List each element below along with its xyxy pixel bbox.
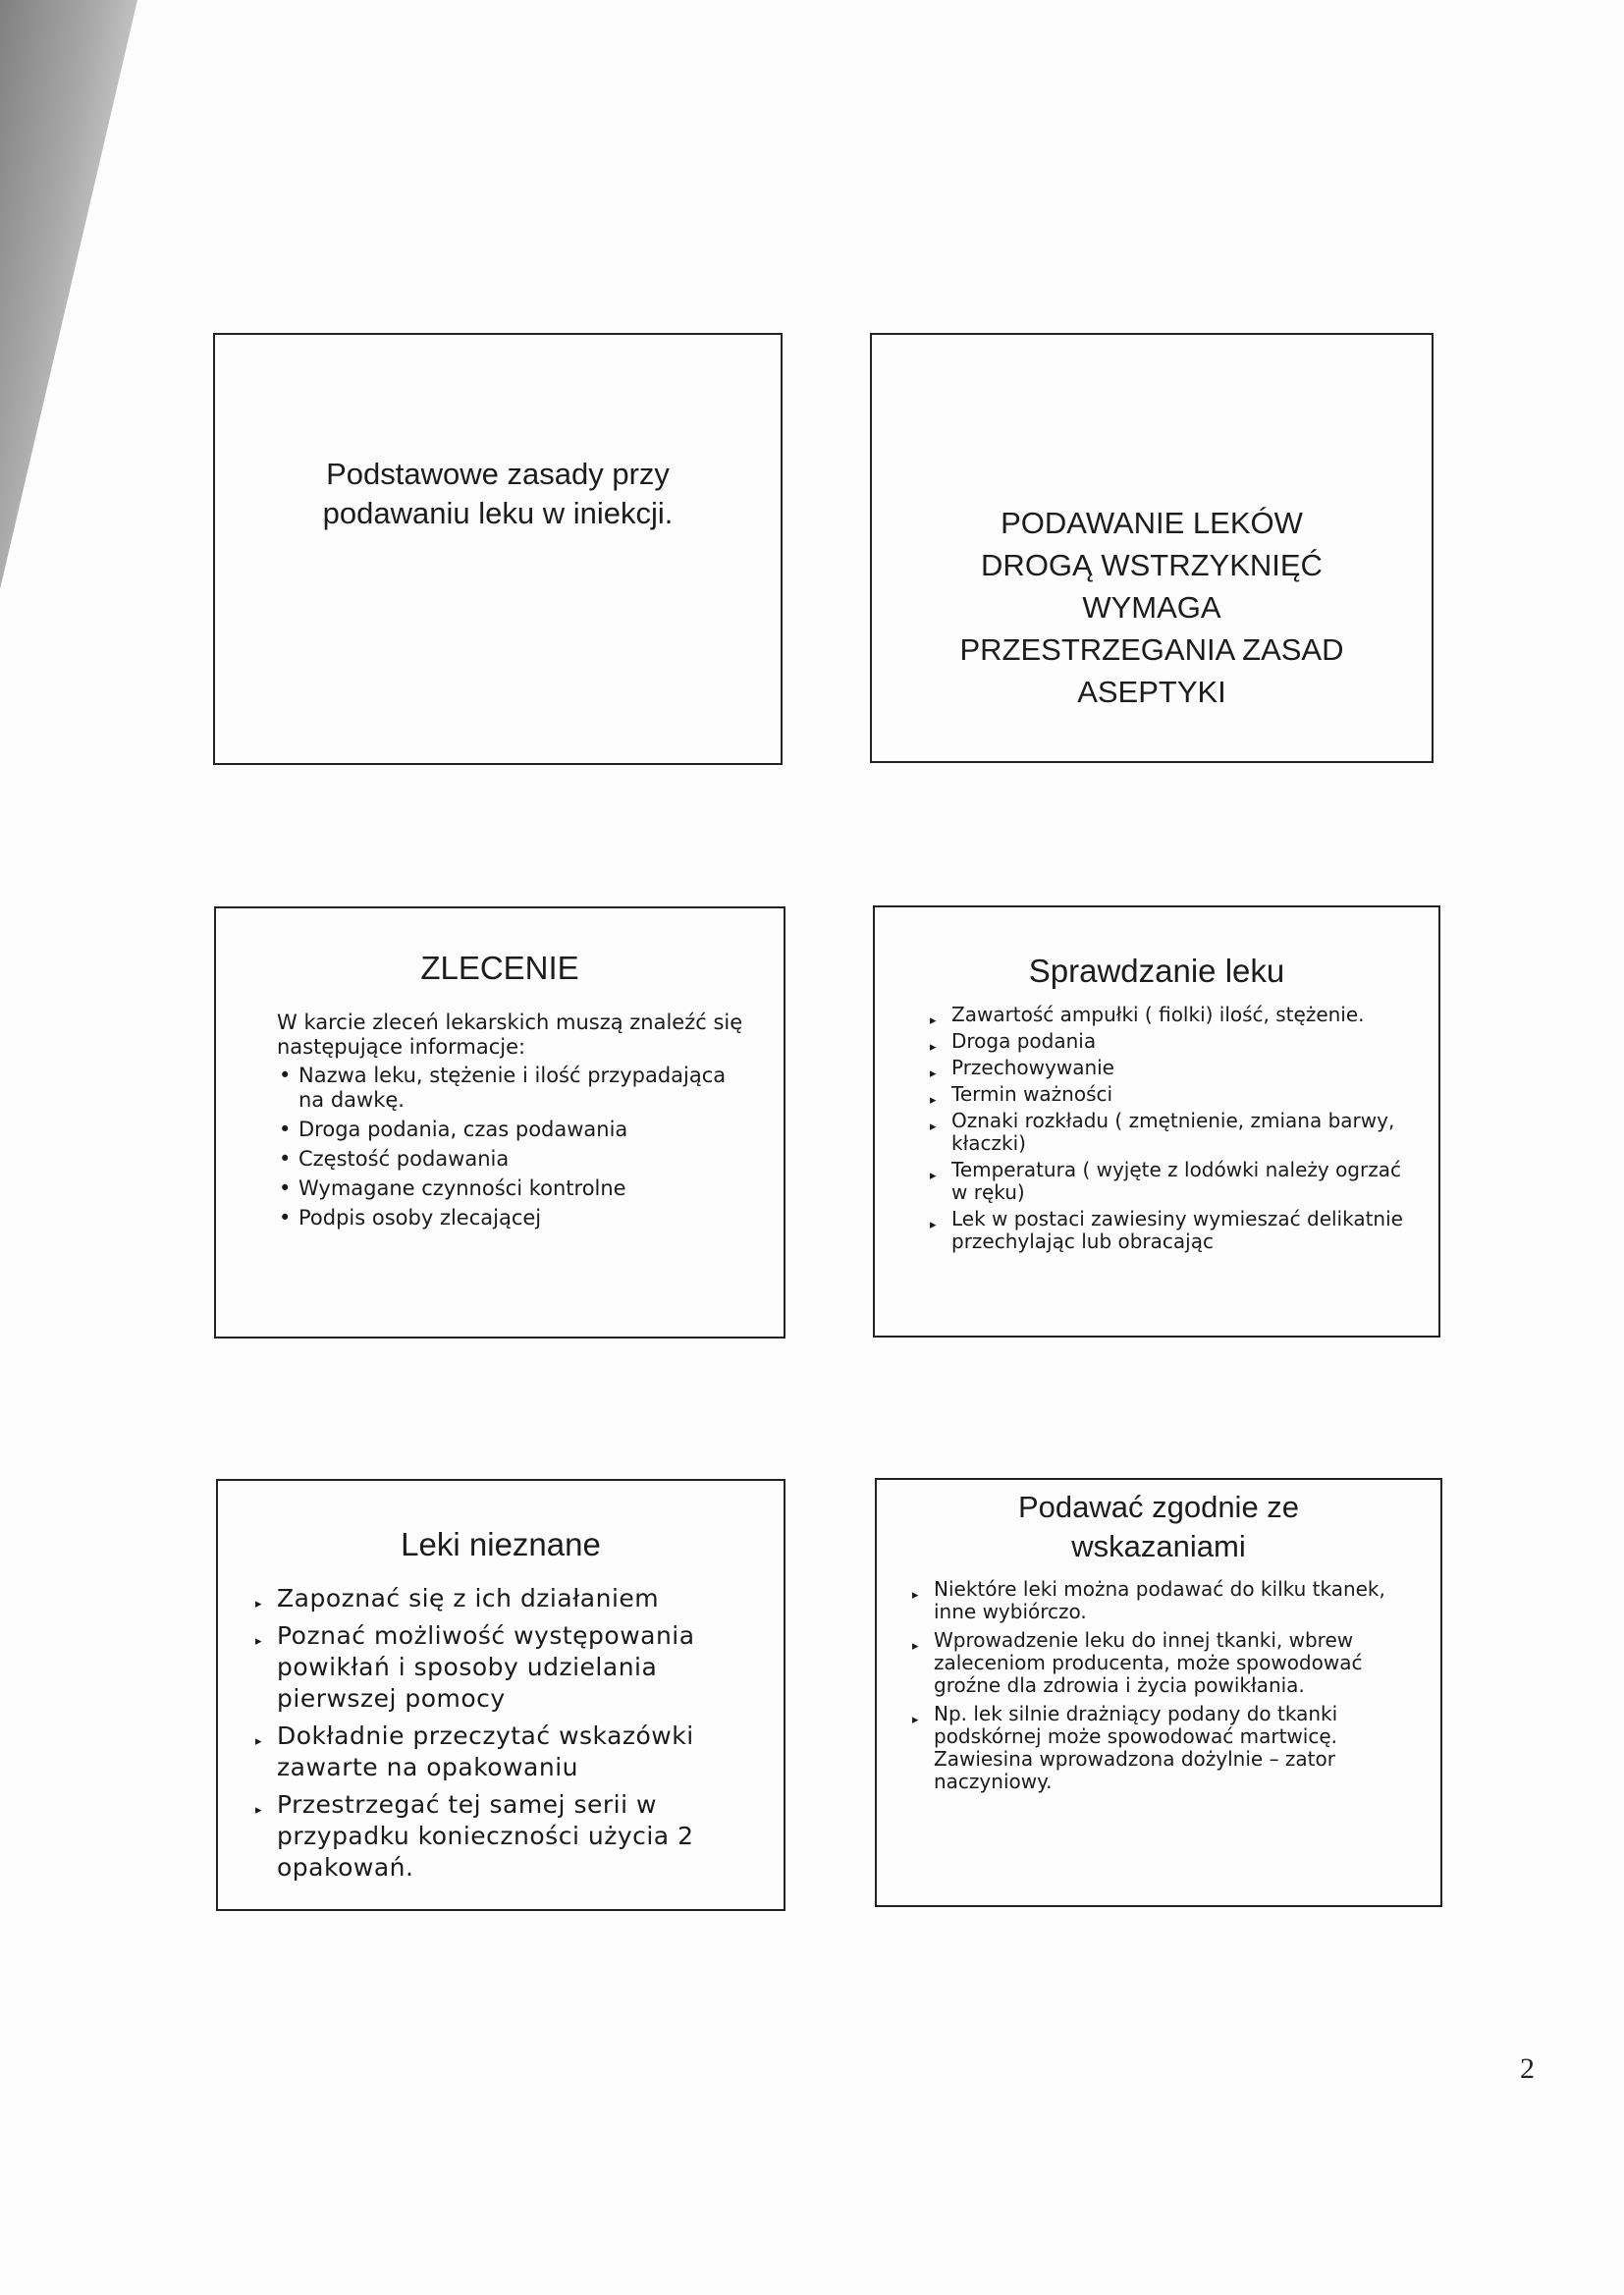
slide-6-title-line-1: Podawać zgodnie ze bbox=[1017, 1490, 1300, 1524]
slide-4-list bbox=[928, 1004, 1417, 1253]
list-item: ▸ Oznaki rozkładu ( zmętnienie, zmiana barwy, kłaczki) bbox=[928, 1110, 1417, 1155]
scan-shadow bbox=[0, 0, 137, 589]
list-item: • Droga podania, czas podawania bbox=[275, 1118, 754, 1142]
list-item: ▸ Przechowywanie bbox=[928, 1057, 1417, 1079]
slide-1 bbox=[213, 333, 783, 765]
slide-1-title-line-2: podawaniu leku w iniekcji. bbox=[322, 496, 674, 530]
page-number: 2 bbox=[1520, 2052, 1535, 2085]
list-item: • Nazwa leku, stężenie i ilość przypadająca na dawkę. bbox=[275, 1064, 754, 1113]
slide-3-title: ZLECENIE bbox=[420, 950, 579, 986]
list-item: ▸ Temperatura ( wyjęte z lodówki należy ogrzać w ręku) bbox=[928, 1159, 1417, 1204]
slide-2 bbox=[870, 333, 1434, 763]
slide-2-title-line-2: DROGĄ WSTRZYKNIĘĆ bbox=[981, 548, 1323, 582]
slide-5-list bbox=[253, 1583, 754, 1884]
slide-2-title-line-5: ASEPTYKI bbox=[1077, 675, 1226, 709]
slide-3-body bbox=[275, 1011, 754, 1230]
list-item: ▸ Zapoznać się z ich działaniem bbox=[253, 1583, 754, 1614]
list-item: ▸ Termin ważności bbox=[928, 1083, 1417, 1106]
list-item: ▸ Lek w postaci zawiesiny wymieszać delikatnie przechylając lub obracając bbox=[928, 1208, 1417, 1253]
slide-2-title-line-3: WYMAGA bbox=[1082, 590, 1221, 625]
slide-6-title bbox=[877, 1488, 1440, 1566]
list-item: ▸ Poznać możliwość występowania powikłań i sposoby udzielania pierwszej pomocy bbox=[253, 1620, 754, 1715]
slide-2-title-line-1: PODAWANIE LEKÓW bbox=[1001, 506, 1303, 540]
list-item: ▸ Przestrzegać tej samej serii w przypadku konieczności użycia 2 opakowań. bbox=[253, 1789, 754, 1884]
slide-3 bbox=[214, 906, 785, 1339]
list-item: ▸ Zawartość ampułki ( fiolki) ilość, stężenie. bbox=[928, 1004, 1417, 1026]
list-item: ▸ Dokładnie przeczytać wskazówki zawarte na opakowaniu bbox=[253, 1721, 754, 1783]
list-item: ▸ Np. lek silnie drażniący podany do tkanki podskórnej może spowodować martwicę. Zawiesina wprowadzona dożylnie – zator naczyniowy. bbox=[910, 1703, 1421, 1793]
list-item: ▸ Droga podania bbox=[928, 1030, 1417, 1053]
slide-6-list bbox=[910, 1578, 1421, 1793]
slide-2-title-line-4: PRZESTRZEGANIA ZASAD bbox=[959, 632, 1344, 667]
slide-5-body bbox=[253, 1583, 754, 1884]
slide-4 bbox=[873, 905, 1440, 1338]
slide-4-title: Sprawdzanie leku bbox=[1028, 953, 1285, 989]
slide-5 bbox=[216, 1479, 785, 1911]
slide-6-body bbox=[910, 1578, 1421, 1793]
slide-3-list bbox=[275, 1064, 754, 1230]
list-item: • Częstość podawania bbox=[275, 1147, 754, 1172]
slide-3-intro: W karcie zleceń lekarskich muszą znaleźć się następujące informacje: bbox=[277, 1011, 743, 1059]
slide-1-title-line-1: Podstawowe zasady przy bbox=[326, 457, 670, 491]
list-item: ▸ Niektóre leki można podawać do kilku tkanek, inne wybiórczo. bbox=[910, 1578, 1421, 1623]
list-item: • Podpis osoby zlecającej bbox=[275, 1206, 754, 1230]
slide-6 bbox=[875, 1478, 1442, 1907]
slide-1-title bbox=[215, 455, 781, 533]
slide-5-title: Leki nieznane bbox=[401, 1526, 601, 1562]
list-item: ▸ Wprowadzenie leku do innej tkanki, wbrew zaleceniom producenta, może spowodować groźne dla zdrowia i życia powikłania. bbox=[910, 1629, 1421, 1697]
slide-4-body bbox=[928, 1004, 1417, 1253]
list-item: • Wymagane czynności kontrolne bbox=[275, 1176, 754, 1201]
slide-6-title-line-2: wskazaniami bbox=[1071, 1529, 1246, 1563]
slide-2-title bbox=[872, 502, 1432, 713]
